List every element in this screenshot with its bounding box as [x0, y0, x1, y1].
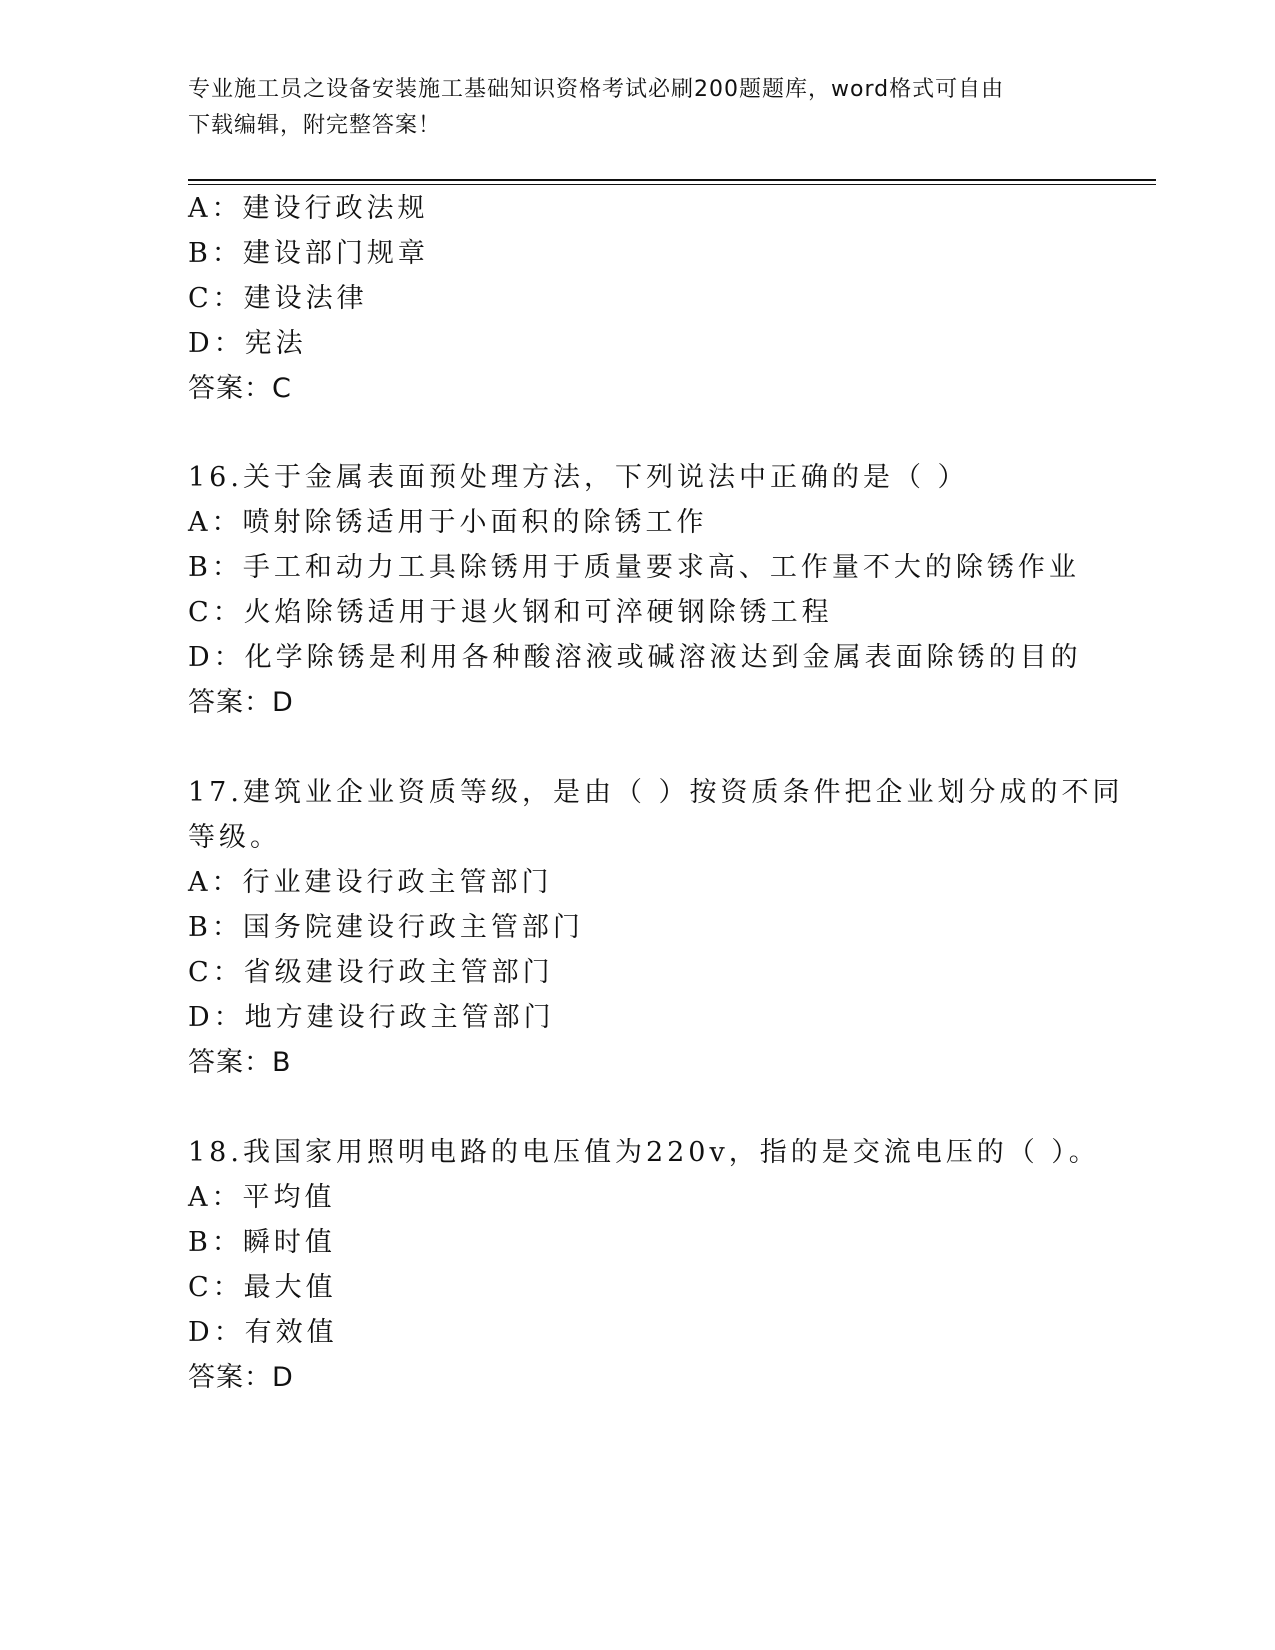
q18-stem: 18.我国家用照明电路的电压值为220v，指的是交流电压的（ ）。 — [188, 1137, 1100, 1168]
header-line-1: 专业施工员之设备安装施工基础知识资格考试必刷200题题库，word格式可自由 — [188, 77, 1005, 102]
q17-answer: 答案：B — [188, 1047, 292, 1078]
header-line-2: 下载编辑，附完整答案！ — [188, 113, 442, 138]
q17-option-b: B：国务院建设行政主管部门 — [188, 912, 584, 943]
q18-option-a: A：平均值 — [188, 1182, 336, 1213]
q17-option-a: A：行业建设行政主管部门 — [188, 867, 553, 898]
q16-option-b: B：手工和动力工具除锈用于质量要求高、工作量不大的除锈作业 — [188, 552, 1080, 583]
q16-option-d: D：化学除锈是利用各种酸溶液或碱溶液达到金属表面除锈的目的 — [188, 642, 1082, 673]
q16-answer: 答案：D — [188, 687, 294, 718]
q15-option-b: B：建设部门规章 — [188, 238, 429, 269]
header-divider-thin — [188, 184, 1156, 185]
q17-stem-line-2: 等级。 — [188, 822, 281, 853]
q17-option-d: D：地方建设行政主管部门 — [188, 1002, 555, 1033]
q16-stem: 16.关于金属表面预处理方法，下列说法中正确的是（ ） — [188, 462, 969, 493]
header-divider — [188, 179, 1156, 181]
q16-option-c: C：火焰除锈适用于退火钢和可淬硬钢除锈工程 — [188, 597, 833, 628]
document-header — [188, 72, 1088, 144]
q18-answer: 答案：D — [188, 1362, 294, 1393]
q16-option-a: A：喷射除锈适用于小面积的除锈工作 — [188, 507, 708, 538]
q15-option-d: D：宪法 — [188, 328, 307, 359]
q18-option-b: B：瞬时值 — [188, 1227, 336, 1258]
q18-option-d: D：有效值 — [188, 1317, 338, 1348]
q15-option-c: C：建设法律 — [188, 283, 368, 314]
q17-stem-line-1: 17.建筑业企业资质等级，是由（ ）按资质条件把企业划分成的不同 — [188, 777, 1124, 808]
q15-answer: 答案：C — [188, 373, 292, 404]
q18-option-c: C：最大值 — [188, 1272, 337, 1303]
q17-option-c: C：省级建设行政主管部门 — [188, 957, 554, 988]
q15-option-a: A：建设行政法规 — [188, 193, 429, 224]
